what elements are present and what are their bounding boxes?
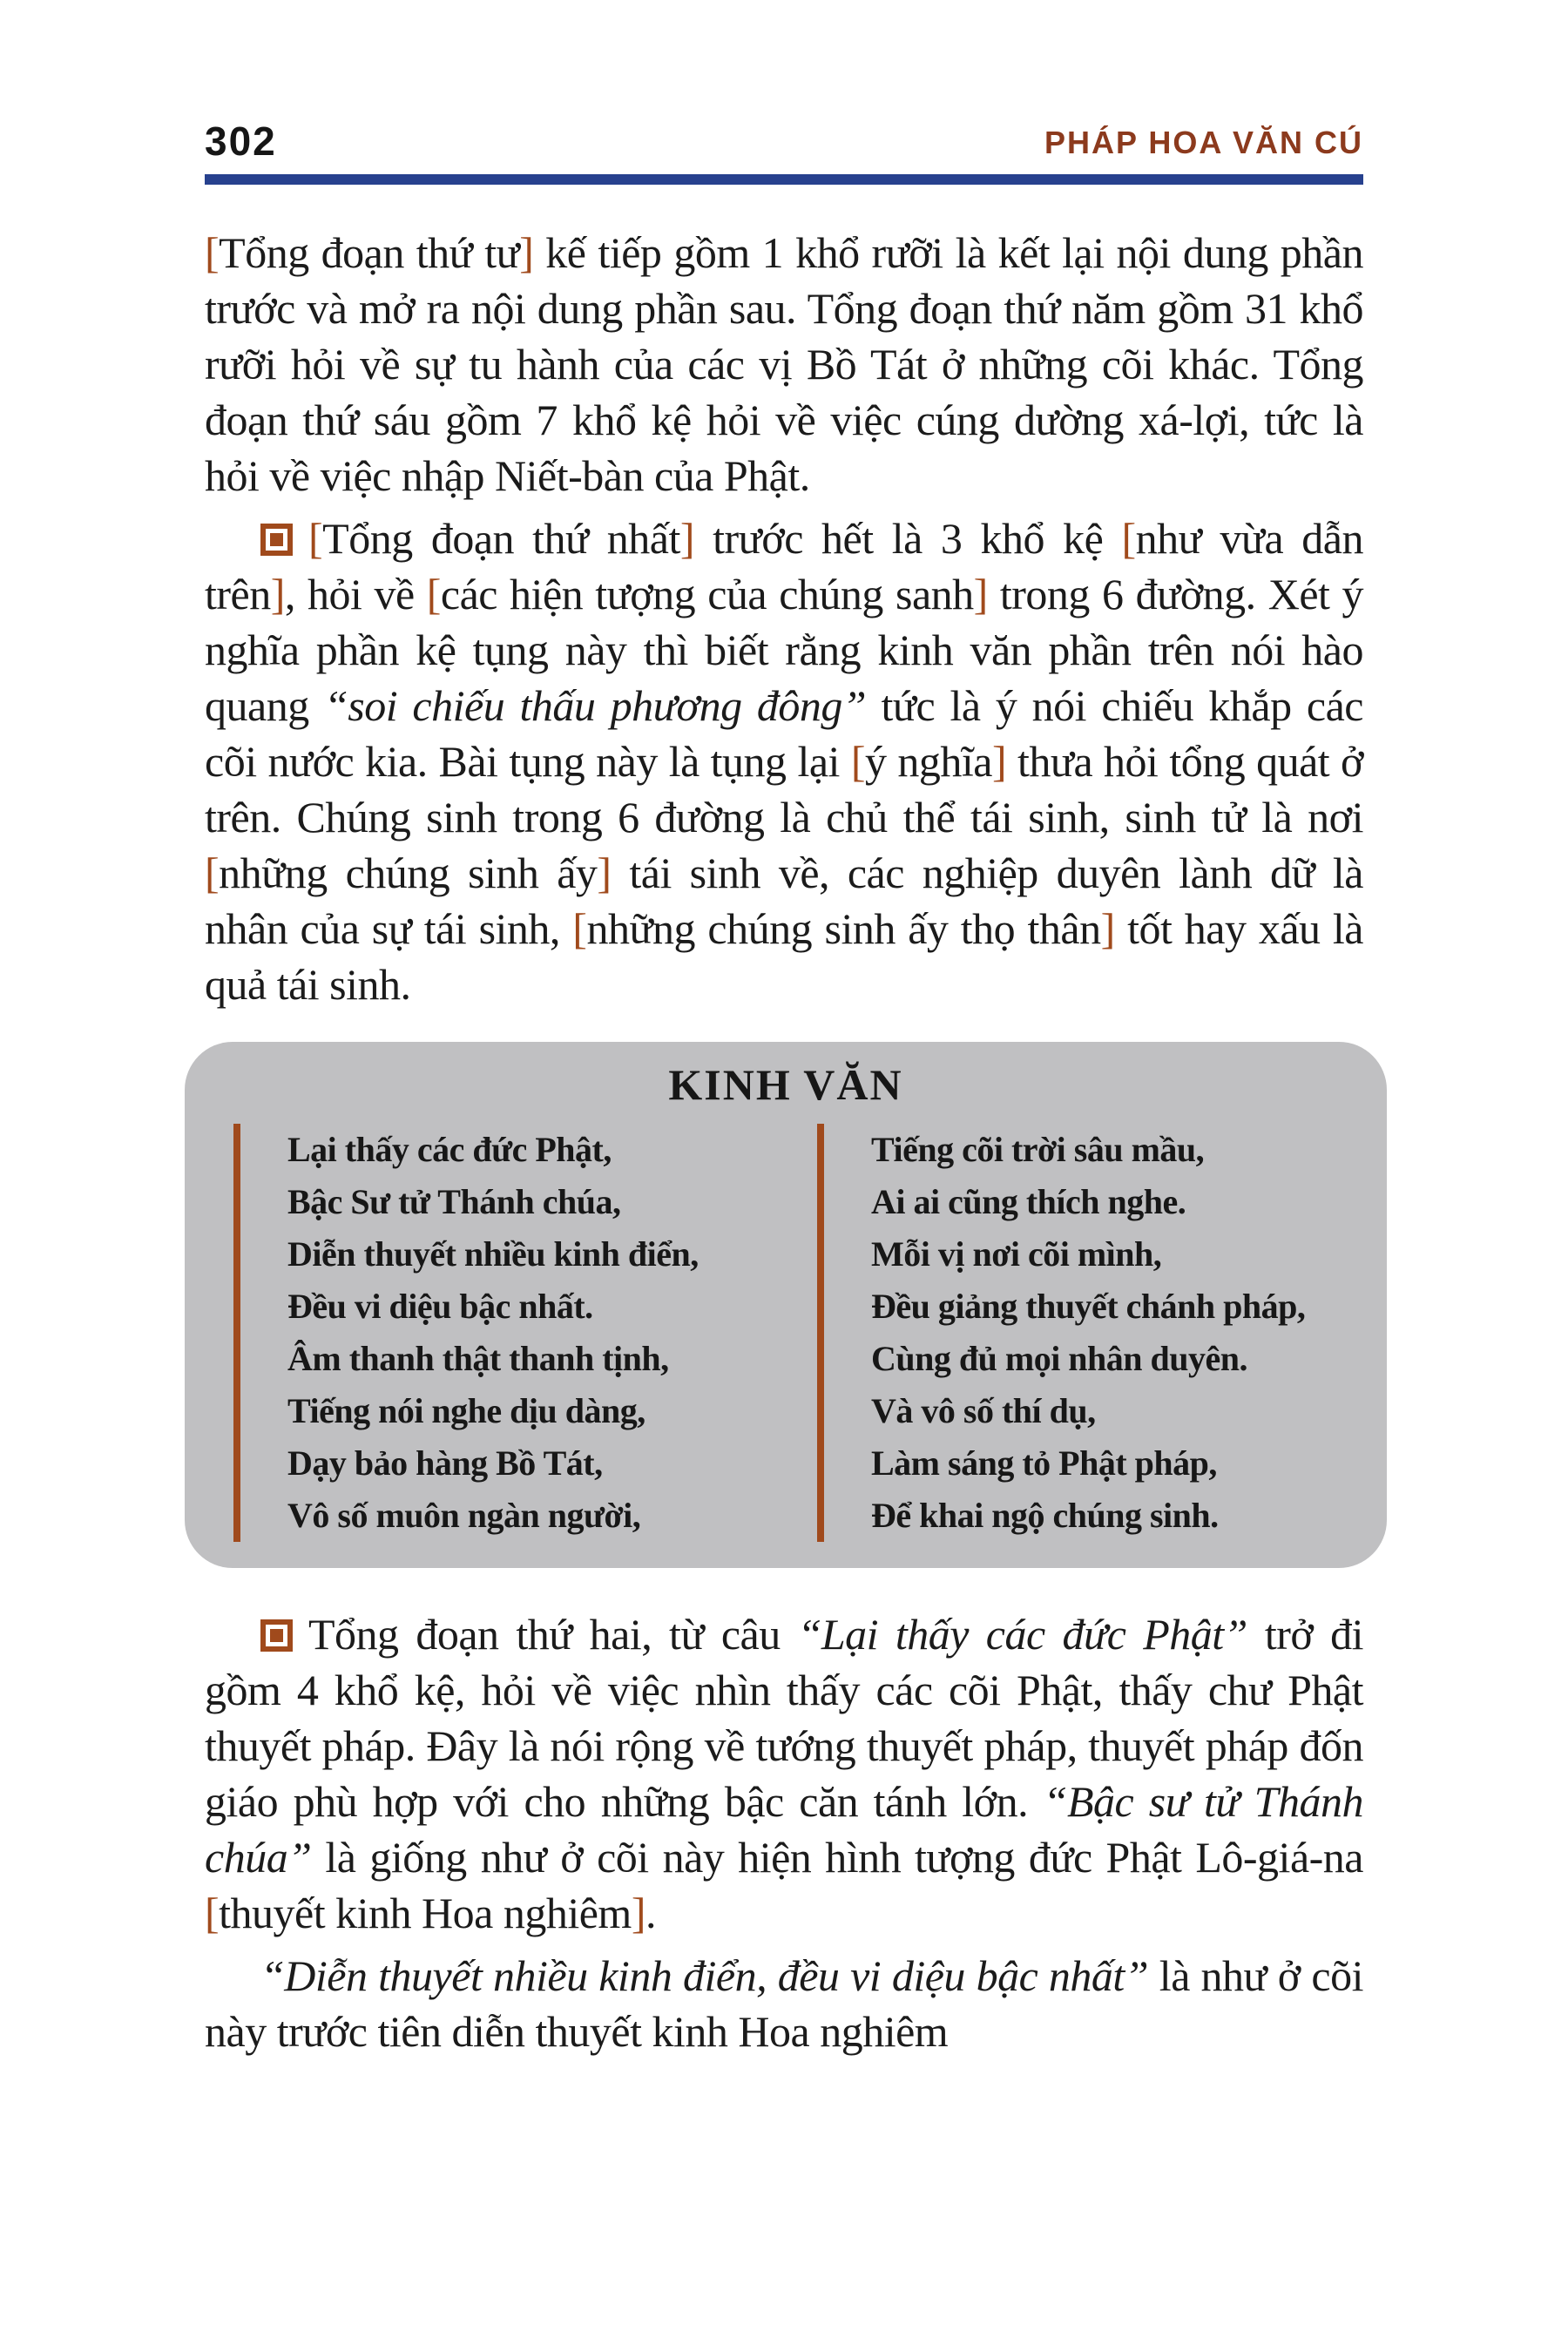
paragraph <box>205 1606 1363 1941</box>
bracket: ] <box>597 848 612 897</box>
accent-bar <box>233 1124 240 1542</box>
page-header <box>205 0 1363 162</box>
verse-line: Bậc Sư tử Thánh chúa, <box>287 1182 621 1221</box>
bracket: ] <box>679 514 694 563</box>
kinh-van-title: KINH VĂN <box>668 1060 903 1109</box>
verse-line: Âm thanh thật thanh tịnh, <box>287 1339 669 1378</box>
verse-line: Để khai ngộ chúng sinh. <box>871 1496 1219 1535</box>
page-number: 302 <box>205 118 277 164</box>
verse-line: Đều vi diệu bậc nhất. <box>287 1287 593 1326</box>
verse-line: Làm sáng tỏ Phật pháp, <box>871 1443 1217 1483</box>
bracket: [ <box>572 904 587 953</box>
text-segment: thưa hỏi tổng quát ở trên. Chúng sinh trong 6 đường là chủ thể tái sinh, sinh tử là nơi <box>205 737 1363 841</box>
bracket: ] <box>973 570 988 618</box>
verse-line: Tiếng cõi trời sâu mầu, <box>871 1130 1205 1169</box>
verse-lines-left <box>287 1124 699 1542</box>
kinh-van-box <box>185 1042 1387 1568</box>
verse-line: Lại thấy các đức Phật, <box>287 1130 612 1169</box>
text-segment: là giống như ở cõi này hiện hình tượng đức Phật Lô-giá-na <box>311 1833 1363 1882</box>
verse-line: Vô số muôn ngàn người, <box>287 1496 641 1535</box>
text-segment: như vừa dẫn trên <box>205 514 1364 618</box>
text-segment: tốt hay xấu là quả tái sinh. <box>205 904 1363 1009</box>
running-title: PHÁP HOA VĂN CÚ <box>1044 125 1363 160</box>
bracket: [ <box>308 514 323 563</box>
verse-line: Cùng đủ mọi nhân duyên. <box>871 1339 1248 1378</box>
text-segment: những chúng sinh ấy <box>219 848 598 897</box>
italic-quote: “Lại thấy các đức Phật” <box>797 1610 1247 1659</box>
bracket: ] <box>991 737 1007 786</box>
verse-line: Mỗi vị nơi cõi mình, <box>871 1234 1162 1274</box>
text-segment: các hiện tượng của chúng sanh <box>440 570 974 618</box>
paragraph <box>205 510 1363 1012</box>
verse-line: Diễn thuyết nhiều kinh điển, <box>287 1234 699 1274</box>
header-rule <box>205 174 1363 185</box>
text-segment: tái sinh về, các nghiệp duyên lành dữ là nhân của sự tái sinh, <box>205 848 1363 953</box>
italic-quote: “Diễn thuyết nhiều kinh điển, đều vi diệu bậc nhất” <box>260 1951 1149 2000</box>
section-bullet-icon <box>260 1619 293 1652</box>
page-body <box>205 225 1363 2059</box>
bracket: [ <box>205 228 220 277</box>
accent-bar <box>817 1124 824 1542</box>
italic-quote: “Bậc sư tử Thánh chúa” <box>205 1777 1363 1882</box>
text-segment: trong 6 đường. Xét ý nghĩa phần kệ tụng này thì biết rằng kinh văn phần trên nói hào quang <box>205 570 1363 730</box>
bracket: [ <box>850 737 865 786</box>
bracket: ] <box>519 228 534 277</box>
bracket: ] <box>631 1889 645 1937</box>
text-segment: trước hết là 3 khổ kệ <box>694 514 1122 563</box>
bracket: ] <box>270 570 285 618</box>
text-segment: , hỏi về <box>284 570 427 618</box>
text-segment: . <box>645 1889 656 1937</box>
verse-line: Tiếng nói nghe dịu dàng, <box>287 1391 645 1430</box>
bracket: [ <box>205 848 220 897</box>
verse-line: Và vô số thí dụ, <box>871 1391 1096 1430</box>
paragraph <box>205 1948 1363 2059</box>
bracket: [ <box>426 570 441 618</box>
bracket: ] <box>1100 904 1115 953</box>
verse-lines-right <box>871 1124 1305 1542</box>
text-segment: ý nghĩa <box>864 737 992 786</box>
verse-line: Dạy bảo hàng Bồ Tát, <box>287 1443 603 1483</box>
section-bullet-icon <box>260 524 293 556</box>
text-segment: kế tiếp gồm 1 khổ rưỡi là kết lại nội dung phần trước và mở ra nội dung phần sau. Tổng đoạn thứ năm gồm 31 khổ rưỡi hỏi về sự tu hành của các vị Bồ Tát ở những cõi khác. Tổng đoạn thứ sáu gồm 7 khổ kệ hỏi về việc cúng dường xá-lợi, tức là hỏi về việc nhập Niết-bàn của Phật. <box>205 228 1364 500</box>
italic-quote: “soi chiếu thấu phương đông” <box>323 681 867 730</box>
paragraph <box>205 225 1363 504</box>
text-segment: trở đi gồm 4 khổ kệ, hỏi về việc nhìn thấy các cõi Phật, thấy chư Phật thuyết pháp. Đây là nói rộng về tướng thuyết pháp, thuyết pháp đốn giáo phù hợp với cho những bậc căn tánh lớn. <box>205 1610 1363 1826</box>
text-segment: tức là ý nói chiếu khắp các cõi nước kia. Bài tụng này là tụng lại <box>205 681 1363 786</box>
verse-line: Ai ai cũng thích nghe. <box>871 1182 1186 1221</box>
bracket: [ <box>205 1889 220 1937</box>
text-segment: Tổng đoạn thứ nhất <box>322 514 680 563</box>
text-segment: những chúng sinh ấy thọ thân <box>586 904 1101 953</box>
text-segment: thuyết kinh Hoa nghiêm <box>219 1889 632 1937</box>
text-segment: là như ở cõi này trước tiên diễn thuyết kinh Hoa nghiêm <box>205 1951 1363 2056</box>
verse-column-left <box>233 1124 817 1542</box>
text-segment: Tổng đoạn thứ hai, từ câu <box>308 1610 798 1659</box>
verse-line: Đều giảng thuyết chánh pháp, <box>871 1287 1306 1326</box>
text-segment: Tổng đoạn thứ tư <box>219 228 520 277</box>
verse-column-right <box>817 1124 1387 1542</box>
verse-columns <box>185 1124 1387 1542</box>
bracket: [ <box>1121 514 1136 563</box>
